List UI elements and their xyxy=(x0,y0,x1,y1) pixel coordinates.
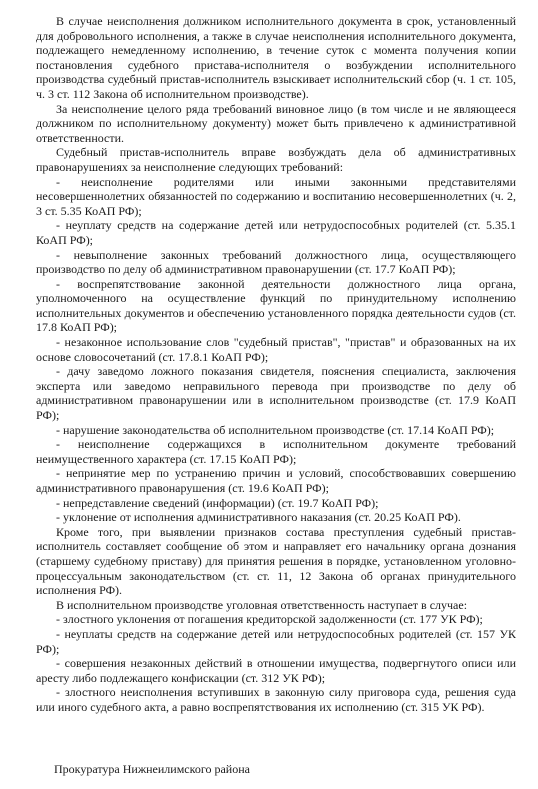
criminal-offenses-list xyxy=(36,612,516,714)
list-item: - неисполнение содержащихся в исполнительном документе требований неимущественного характера (ст. 17.15 КоАП РФ); xyxy=(36,437,516,466)
paragraph-administrative-liability: За неисполнение целого ряда требований виновное лицо (в том числе и не являющееся должником по исполнительному документу) может быть привлечено к административной ответственности. xyxy=(36,101,516,145)
list-item: - злостного неисполнения вступивших в законную силу приговора суда, решения суда или иного судебного акта, а равно воспрепятствования их исполнению (ст. 315 УК РФ). xyxy=(36,685,516,714)
list-item: - неисполнение родителями или иными законными представителями несовершеннолетних обязанностей по содержанию и воспитанию несовершеннолетних (ч. 2, 3 ст. 5.35 КоАП РФ); xyxy=(36,174,516,218)
list-item: - воспрепятствование законной деятельности должностного лица органа, уполномоченного на осуществление функций по принудительному исполнению исполнительных документов и обеспечению установленного порядка деятельности судов (ст. 17.8 КоАП РФ); xyxy=(36,276,516,335)
signature-prosecutor-office: Прокуратура Нижнеилимского района xyxy=(54,762,250,776)
list-item: - совершения незаконных действий в отношении имущества, подвергнутого описи или аресту либо подлежащего конфискации (ст. 312 УК РФ); xyxy=(36,656,516,685)
list-item: - нарушение законодательства об исполнительном производстве (ст. 17.14 КоАП РФ); xyxy=(56,422,495,437)
paragraph-crime-report: Кроме того, при выявлении признаков состава преступления судебный пристав-исполнитель составляет сообщение об этом и направляет его начальнику органа дознания (старшему судебному приставу) для принятия решения в порядке, установленном уголовно-процессуальным законодательством (ст. ст. 11, 12 Закона об органах принудительного исполнения РФ). xyxy=(36,524,516,598)
list-item: - незаконное использование слов "судебный пристав", "пристав" и образованных на их основе словосочетаний (ст. 17.8.1 КоАП РФ); xyxy=(36,335,516,364)
list-item: - непринятие мер по устранению причин и условий, способствовавших совершению административного правонарушения (ст. 19.6 КоАП РФ); xyxy=(36,466,516,495)
administrative-offenses-list xyxy=(36,175,516,525)
paragraph-enforcement-fee: В случае неисполнения должником исполнительного документа в срок, установленный для добровольного исполнения, а также в случае неисполнения исполнительного документа, подлежащего немедленному исполнению, в течение суток с момента получения копии постановления судебного пристава-исполнителя о возбуждении исполнительного производства судебный пристав-исполнитель взыскивает исполнительский сбор (ч. 1 ст. 105, ч. 3 ст. 112 Закона об исполнительном производстве). xyxy=(36,14,516,101)
list-item: - дачу заведомо ложного показания свидетеля, пояснения специалиста, заключения эксперта или заведомо неправильного перевода при производстве по делу об административном правонарушении или в исполнительном производстве (ст. 17.9 КоАП РФ); xyxy=(36,364,516,423)
list-item: - злостного уклонения от погашения кредиторской задолженности (ст. 177 УК РФ); xyxy=(56,612,483,627)
list-item: - невыполнение законных требований должностного лица, осуществляющего производство по делу об административном правонарушении (ст. 17.7 КоАП РФ); xyxy=(36,247,516,277)
list-item: - неуплату средств на содержание детей или нетрудоспособных родителей (ст. 5.35.1 КоАП РФ); xyxy=(36,218,516,247)
paragraph-bailiff-powers: Судебный пристав-исполнитель вправе возбуждать дела об административных правонарушениях за неисполнение следующих требований: xyxy=(36,145,516,174)
paragraph-criminal-liability: В исполнительном производстве уголовная ответственность наступает в случае: xyxy=(56,597,468,612)
list-item: - неуплаты средств на содержание детей или нетрудоспособных родителей (ст. 157 УК РФ); xyxy=(36,626,516,656)
list-item: - непредставление сведений (информации) (ст. 19.7 КоАП РФ); xyxy=(56,495,379,510)
list-item: - уклонение от исполнения административного наказания (ст. 20.25 КоАП РФ). xyxy=(56,510,461,525)
